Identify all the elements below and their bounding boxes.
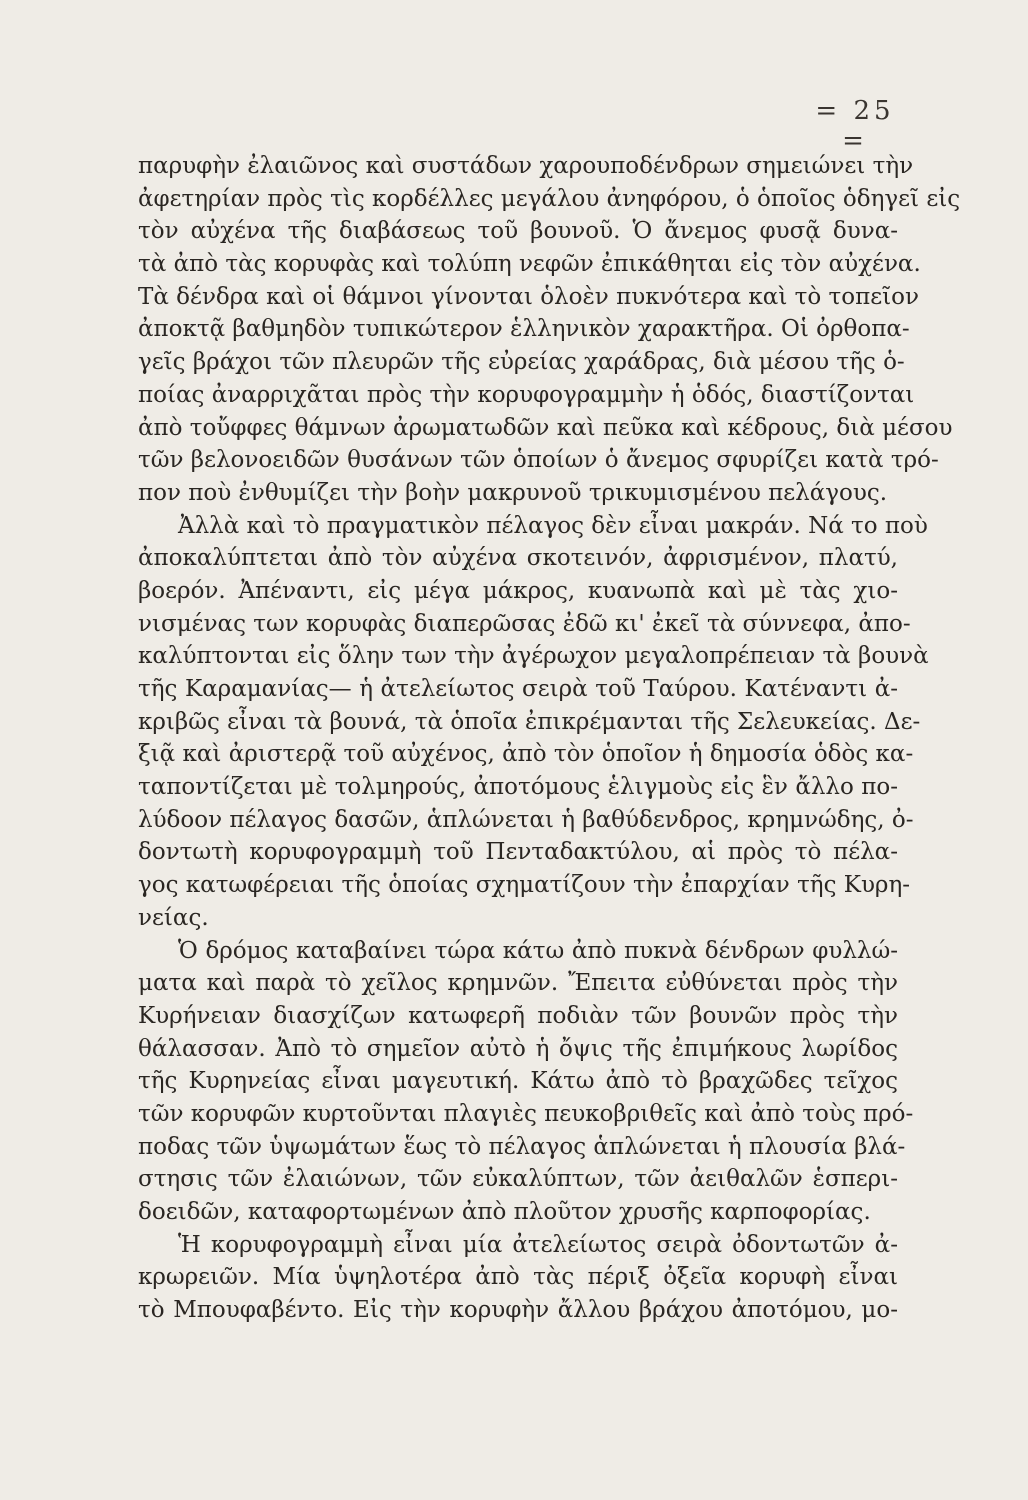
text-line: Τὰ δένδρα καὶ οἱ θάμνοι γίνονται ὁλοὲν πυκνότερα καὶ τὸ τοπεῖον [138, 283, 919, 310]
text-line: νισμένας των κορυφὰς διαπερῶσας ἐδῶ κι' ἐκεῖ τὰ σύννεφα, ἀπο- [138, 610, 911, 637]
text-line: νείας. [138, 904, 209, 931]
text-line: ματα καὶ παρὰ τὸ χεῖλος κρημνῶν. Ἔπειτα εὐθύνεται πρὸς τὴν [138, 970, 898, 997]
text-line: ξιᾷ καὶ ἀριστερᾷ τοῦ αὐχένος, ἀπὸ τὸν ὁποῖον ἡ δημοσία ὁδὸς κα- [138, 741, 914, 768]
text-line: τὰ ἀπὸ τὰς κορυφὰς καὶ τολύπη νεφῶν ἐπικάθηται εἰς τὸν αὐχένα. [138, 251, 921, 278]
text-line: τῶν κορυφῶν κυρτοῦνται πλαγιὲς πευκοβριθεῖς καὶ ἀπὸ τοὺς πρό- [138, 1100, 914, 1127]
text-line: πον ποὺ ἐνθυμίζει τὴν βοὴν μακρυνοῦ τρικυμισμένου πελάγους. [138, 479, 888, 506]
text-line: ἀποκαλύπτεται ἀπὸ τὸν αὐχένα σκοτεινόν, ἀφρισμένον, πλατύ, [138, 545, 898, 572]
text-line: θάλασσαν. Ἀπὸ τὸ σημεῖον αὐτὸ ἡ ὄψις τῆς ἐπιμήκους λωρίδος [138, 1035, 898, 1062]
text-line: τὸ Μπουφαβέντο. Εἰς τὴν κορυφὴν ἄλλου βράχου ἀποτόμου, μο- [138, 1297, 898, 1324]
body-text [138, 150, 961, 1327]
text-line: τὸν αὐχένα τῆς διαβάσεως τοῦ βουνοῦ. Ὁ ἄνεμος φυσᾷ δυνα- [138, 218, 898, 245]
text-line: ἀφετηρίαν πρὸς τὶς κορδέλλες μεγάλου ἀνηφόρου, ὁ ὁποῖος ὁδηγεῖ εἰς [138, 185, 961, 212]
text-line: ἀπὸ τοὔφφες θάμνων ἀρωματωδῶν καὶ πεῦκα καὶ κέδρους, διὰ μέσου [138, 414, 953, 441]
text-line: κριβῶς εἶναι τὰ βουνά, τὰ ὁποῖα ἐπικρέμανται τῆς Σελευκείας. Δε- [138, 708, 921, 735]
text-line: τῶν βελονοειδῶν θυσάνων τῶν ὁποίων ὁ ἄνεμος σφυρίζει κατὰ τρό- [138, 447, 939, 474]
text-line: ταποντίζεται μὲ τολμηρούς, ἀποτόμους ἑλιγμοὺς εἰς ἓν ἄλλο πο- [138, 774, 898, 801]
text-line: λύδοον πέλαγος δασῶν, ἁπλώνεται ἡ βαθύδενδρος, κρημνώδης, ὀ- [138, 806, 914, 833]
text-line: βοερόν. Ἀπέναντι, εἰς μέγα μάκρος, κυανωπὰ καὶ μὲ τὰς χιο- [138, 577, 898, 604]
text-line: παρυφὴν ἐλαιῶνος καὶ συστάδων χαρουποδένδρων σημειώνει τὴν [138, 153, 914, 179]
text-line: Ὁ δρόμος καταβαίνει τώρα κάτω ἀπὸ πυκνὰ δένδρων φυλλώ- [178, 937, 898, 964]
text-line: δοειδῶν, καταφορτωμένων ἀπὸ πλοῦτον χρυσῆς καρποφορίας. [138, 1199, 871, 1225]
text-line: κρωρειῶν. Μία ὑψηλοτέρα ἀπὸ τὰς πέριξ ὀξεῖα κορυφὴ εἶναι [138, 1264, 898, 1291]
text-line: καλύπτονται εἰς ὅλην των τὴν ἀγέρωχον μεγαλοπρέπειαν τὰ βουνὰ [138, 643, 929, 670]
text-line: γεῖς βράχοι τῶν πλευρῶν τῆς εὐρείας χαράδρας, διὰ μέσου τῆς ὁ- [138, 349, 905, 376]
text-line: Ἀλλὰ καὶ τὸ πραγματικὸν πέλαγος δὲν εἶναι μακράν. Νά το ποὺ [178, 512, 928, 539]
text-line: ποίας ἀναρριχᾶται πρὸς τὴν κορυφογραμμὴν ἡ ὁδός, διαστίζονται [138, 381, 915, 408]
text-line: ποδας τῶν ὑψωμάτων ἕως τὸ πέλαγος ἁπλώνεται ἡ πλουσία βλά- [138, 1133, 906, 1160]
text-line: ἀποκτᾷ βαθμηδὸν τυπικώτερον ἑλληνικὸν χαρακτῆρα. Οἱ ὀρθοπα- [138, 316, 910, 343]
text-line: γος κατωφέρειαι τῆς ὁποίας σχηματίζουν τὴν ἐπαρχίαν τῆς Κυρη- [138, 872, 911, 899]
page-number: = 25 = [815, 96, 895, 156]
text-line: στησις τῶν ἐλαιώνων, τῶν εὐκαλύπτων, τῶν ἀειθαλῶν ἑσπερι- [138, 1166, 898, 1193]
text-line: τῆς Κυρηνείας εἶναι μαγευτική. Κάτω ἀπὸ τὸ βραχῶδες τεῖχος [138, 1068, 898, 1095]
text-line: δοντωτὴ κορυφογραμμὴ τοῦ Πενταδακτύλου, αἱ πρὸς τὸ πέλα- [138, 839, 898, 866]
text-line: Ἡ κορυφογραμμὴ εἶναι μία ἀτελείωτος σειρὰ ὀδοντωτῶν ἀ- [178, 1231, 898, 1258]
text-line: τῆς Καραμανίας— ἡ ἀτελείωτος σειρὰ τοῦ Ταύρου. Κατέναντι ἀ- [138, 676, 898, 702]
text-line: Κυρήνειαν διασχίζων κατωφερῆ ποδιὰν τῶν βουνῶν πρὸς τὴν [138, 1002, 898, 1029]
